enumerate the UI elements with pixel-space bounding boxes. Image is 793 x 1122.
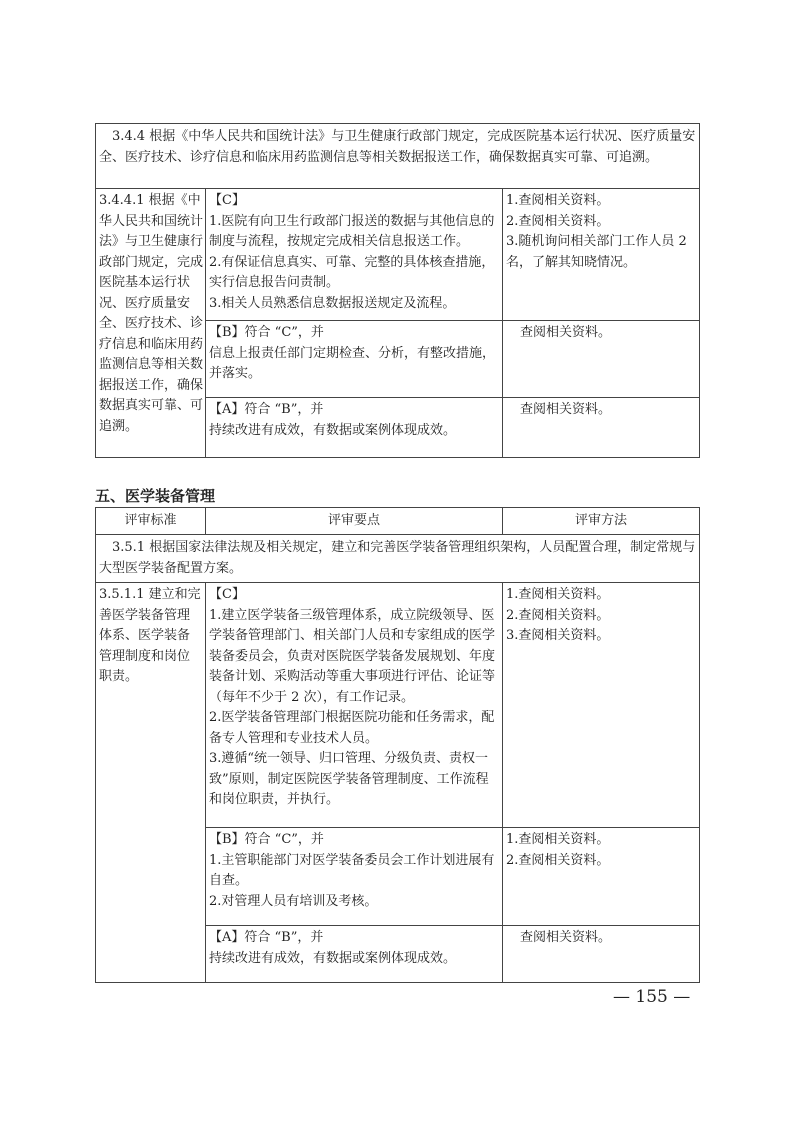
level-c-row [96,583,700,828]
evaluation-table-3-4-4 [95,123,700,458]
table-header-row [96,508,700,535]
point-item: 2.对管理人员有培训及考核。 [209,893,378,909]
methods-cell-b [503,828,700,926]
method-item: 2.查阅相关资料。 [506,213,610,229]
point-item: 2.有保证信息真实、可靠、完整的具体核查措施，实行信息报告问责制。 [209,254,495,290]
points-cell-c [206,583,503,828]
points-cell-b [206,321,503,398]
point-item: 3.遵循“统一领导、归口管理、分级负责、责权一致”原则，制定医院医学装备管理制度、工作流程和岗位职责，并执行。 [209,751,489,807]
point-item: 1.医院有向卫生行政部门报送的数据与其他信息的制度与流程，按规定完成相关信息报送工作。 [209,213,495,249]
header-standard: 评审标准 [96,508,206,535]
header-points: 评审要点 [206,508,503,535]
standard-row [96,124,700,189]
standard-row [96,535,700,583]
level-label-a: 【A】符合 “B”，并 [209,402,324,417]
method-item: 1.查阅相关资料。 [506,193,610,208]
method-item: 3.随机询问相关部门工作人员 2 名，了解其知晓情况。 [506,234,687,270]
point-item: 2.医学装备管理部门根据医院功能和任务需求，配备专人管理和专业技术人员。 [209,710,495,746]
level-label-a: 【A】符合 “B”，并 [209,930,324,945]
section-title: 五、医学装备管理 [95,487,216,505]
methods-cell-b [503,321,700,398]
header-methods: 评审方法 [503,508,700,535]
point-item: 持续改进有成效，有数据或案例体现成效。 [209,422,457,438]
method-item: 1.查阅相关资料。 [506,587,610,602]
method-item: 查阅相关资料。 [520,930,612,945]
method-item: 1.查阅相关资料。 [506,832,610,847]
standard-text: 3.4.4 根据《中华人民共和国统计法》与卫生健康行政部门规定，完成医院基本运行状况、医疗质量安全、医疗技术、诊疗信息和临床用药监测信息等相关数据报送工作，确保数据真实可靠、可追溯。 [96,124,700,189]
point-item: 1.主管职能部门对医学装备委员会工作计划进展有自查。 [209,852,495,888]
points-cell-a [206,926,503,983]
evaluation-table-3-5-1 [95,507,700,983]
point-item: 1.建立医学装备三级管理体系，成立院级领导、医学装备管理部门、相关部门人员和专家组成的医学装备委员会，负责对医院医学装备发展规划、年度装备计划、采购活动等重大事项进行评估、论证等（每年不少于 2 次），有工作记录。 [209,607,496,705]
level-c-row [96,189,700,321]
criterion-cell: 3.4.4.1 根据《中华人民共和国统计法》与卫生健康行政部门规定，完成医院基本运行状况、医疗质量安全、医疗技术、诊疗信息和临床用药监测信息等相关数据报送工作，确保数据真实可靠、可追溯。 [96,189,206,458]
level-label-c: 【C】 [209,193,245,208]
level-label-b: 【B】符合 “C”，并 [209,325,324,340]
points-cell-c [206,189,503,321]
methods-cell-a [503,926,700,983]
method-item: 查阅相关资料。 [520,402,612,417]
criterion-cell: 3.5.1.1 建立和完善医学装备管理体系、医学装备管理制度和岗位职责。 [96,583,206,983]
methods-cell-c [503,583,700,828]
points-cell-a [206,398,503,458]
methods-cell-c [503,189,700,321]
standard-text: 3.5.1 根据国家法律法规及相关规定，建立和完善医学装备管理组织架构，人员配置合理，制定常规与大型医学装备配置方案。 [96,535,700,583]
level-label-b: 【B】符合 “C”，并 [209,832,324,847]
method-item: 3.查阅相关资料。 [506,628,610,643]
points-cell-b [206,828,503,926]
point-item: 信息上报责任部门定期检查、分析，有整改措施，并落实。 [209,345,496,381]
method-item: 2.查阅相关资料。 [506,607,610,623]
point-item: 持续改进有成效，有数据或案例体现成效。 [209,950,457,966]
method-item: 查阅相关资料。 [520,325,612,340]
methods-cell-a [503,398,700,458]
point-item: 3.相关人员熟悉信息数据报送规定及流程。 [209,295,456,311]
method-item: 2.查阅相关资料。 [506,852,610,868]
page-number: — 155 — [613,987,691,1007]
level-label-c: 【C】 [209,587,245,602]
